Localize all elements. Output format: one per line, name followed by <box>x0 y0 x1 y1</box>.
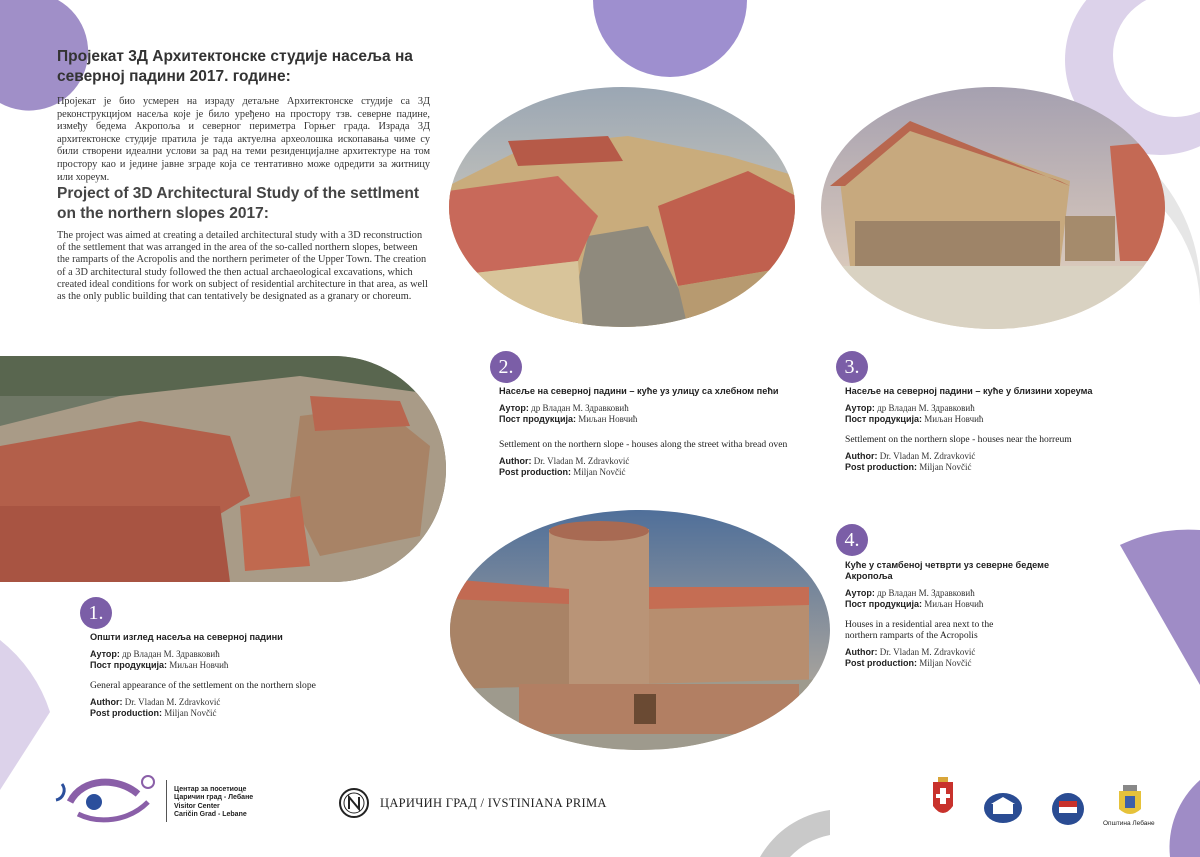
intro-text-cyrillic: Пројекат је био усмерен на израду детаљне Архитектонске студије са 3Д реконструкцијом насеља које је било уређено на простору тзв. северне падине, између бедема Акропоља и северног периметра Горњег града. Израда 3Д архитектонске студије пратила је тада актуелна археолошка ископавања чиме су били створени идеални услови за рад на теми резиденцијалне архитектуре на том простору као и једине јавне зграде која се тентативно може одредити за житницу или хореум. <box>57 96 430 183</box>
caption-3-number: 3. <box>836 351 868 383</box>
caption-2-post-label: Пост продукција: <box>499 414 576 424</box>
caption-1-title-cyrillic: Општи изглед насеља на северној падини <box>90 632 283 642</box>
caption-4-post-en: Miljan Novčić <box>919 658 972 668</box>
caption-1-number: 1. <box>80 597 112 629</box>
caption-3-post-en: Miljan Novčić <box>919 462 972 472</box>
caption-2 <box>499 386 829 478</box>
caricin-grad-emblem-icon <box>338 787 370 819</box>
caption-1-author: др Владан М. Здравковић <box>122 649 220 659</box>
caption-3-post-label: Пост продукција: <box>845 414 922 424</box>
caption-3-author-label-en: Author: <box>845 451 878 461</box>
caption-4-author-label-en: Author: <box>845 647 878 657</box>
caption-4-author-en: Dr. Vladan M. Zdravković <box>879 647 976 657</box>
caption-3-post: Миљан Новчић <box>924 414 984 424</box>
visitor-en-2: Caričin Grad - Lebane <box>174 811 247 819</box>
caption-4-post-label: Пост продукција: <box>845 599 922 609</box>
caption-2-title-cyrillic: Насеље на северној падини – куће уз улицу са хлебном пећи <box>499 386 779 396</box>
serbia-coat-of-arms-icon <box>930 776 956 824</box>
visitor-cyr-1: Центар за посетиоце <box>174 786 247 793</box>
image-2-street-houses <box>448 86 796 328</box>
serbia-tourism-logo-icon <box>1051 792 1085 826</box>
caption-2-author-label-en: Author: <box>499 456 532 466</box>
image-4-houses-near-ramparts <box>449 509 831 751</box>
caption-2-post: Миљан Новчић <box>578 414 638 424</box>
caption-4-title-english: Houses in a residential area next to the northern ramparts of the Acropolis <box>845 619 994 641</box>
caption-3-author-label: Аутор: <box>845 403 875 413</box>
caption-4-author-label: Аутор: <box>845 588 875 598</box>
caption-1-post-label-en: Post production: <box>90 708 162 718</box>
visitor-center-text <box>174 786 253 820</box>
caption-1-author-en: Dr. Vladan M. Zdravković <box>124 697 221 707</box>
caption-3-title-english: Settlement on the northern slope - houses near the horreum <box>845 434 1072 445</box>
intro-text-english: The project was aimed at creating a detailed architectural study with a 3D reconstruction of the settlement that was arranged in the area of the so-called northern slopes, between the ramparts of the Acropolis and the northern perimeter of the Upper Town. The creation of a 3D architectural study followed the then actual archaeological excavations, which created ideal conditions for work on subject of residential architecture in that area, as well as the only public building that can tentatively be designated as a granary or choreum. <box>57 230 428 303</box>
caption-2-number: 2. <box>490 351 522 383</box>
caption-3 <box>845 386 1145 473</box>
caption-3-title-cyrillic: Насеље на северној падини – куће у близини хореума <box>845 386 1093 396</box>
caption-3-author: др Владан М. Здравковић <box>877 403 975 413</box>
visitor-center-logo-icon <box>48 772 158 824</box>
caption-4-number: 4. <box>836 524 868 556</box>
caption-4 <box>845 560 1085 669</box>
ministry-logo-icon <box>983 792 1023 824</box>
caption-2-post-en: Miljan Novčić <box>573 467 626 477</box>
caption-1-author-label-en: Author: <box>90 697 123 707</box>
caption-4-post-label-en: Post production: <box>845 658 917 668</box>
caption-1-author-label: Аутор: <box>90 649 120 659</box>
visitor-en-1: Visitor Center <box>174 802 220 810</box>
caption-4-author: др Владан М. Здравковић <box>877 588 975 598</box>
site-name: ЦАРИЧИН ГРАД / IVSTINIANA PRIMA <box>380 796 607 810</box>
caption-2-post-label-en: Post production: <box>499 467 571 477</box>
footer-divider <box>166 780 167 822</box>
municipality-lebane-coat-icon <box>1117 785 1143 819</box>
caption-1 <box>90 632 410 719</box>
municipality-label: Општина Лебане <box>1103 820 1155 827</box>
title-english: Project of 3D Architectural Study of the settlment on the northern slopes 2017: <box>57 185 420 222</box>
caption-2-author-en: Dr. Vladan M. Zdravković <box>533 456 630 466</box>
caption-3-post-label-en: Post production: <box>845 462 917 472</box>
image-1-general-appearance <box>0 356 446 582</box>
caption-2-author-label: Аутор: <box>499 403 529 413</box>
caption-4-post: Миљан Новчић <box>924 599 984 609</box>
visitor-cyr-2: Царичин град - Лебане <box>174 794 254 802</box>
caption-1-post-en: Miljan Novčić <box>164 708 217 718</box>
caption-3-author-en: Dr. Vladan M. Zdravković <box>879 451 976 461</box>
caption-1-post-label: Пост продукција: <box>90 660 167 670</box>
caption-2-title-english: Settlement on the northern slope - houses along the street witha bread oven <box>499 439 788 450</box>
title-cyrillic: Пројекат 3Д Архитектонске студије насеља на северној падини 2017. године: <box>57 48 413 85</box>
caption-1-post: Миљан Новчић <box>169 660 229 670</box>
caption-2-author: др Владан М. Здравковић <box>531 403 629 413</box>
caption-4-title-cyrillic: Куће у стамбеној четврти уз северне бедеме Акропоља <box>845 560 1050 581</box>
image-3-houses-near-horreum <box>820 86 1166 330</box>
caption-1-title-english: General appearance of the settlement on the northern slope <box>90 680 316 691</box>
